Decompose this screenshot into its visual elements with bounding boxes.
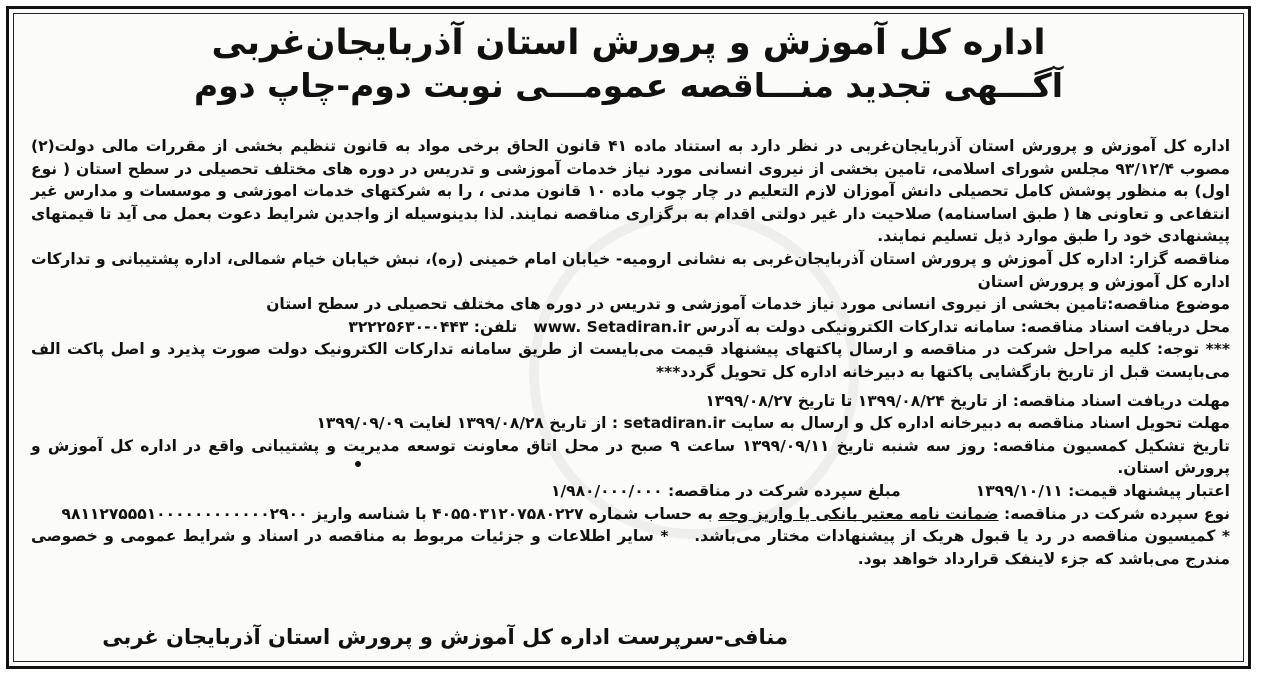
notice-frame	[6, 6, 1251, 669]
ink-dot	[355, 461, 361, 467]
deadline-deliver-dates: : از تاریخ ۱۳۹۹/۰۸/۲۸ لغایت ۱۳۹۹/۰۹/۰۹	[316, 414, 619, 433]
deposit-amount-text: مبلغ سپرده شرکت در مناقصه: ۱/۹۸۰/۰۰۰/۰۰۰	[551, 481, 901, 500]
notice-heading	[15, 21, 1242, 107]
deposit-type-line	[31, 503, 1230, 526]
deposit-type-guarantee: ضمانت نامه معتبر بانکی یا واریز وجه	[718, 504, 999, 523]
note-paragraph: *** توجه: کلیه مراحل شرکت در مناقصه و ارسال پاکتهای پیشنهاد قیمت می‌بایست از طریق سامانه تدارکات الکترونیک دولت صورت پذیرد و اصل پاکت الف می‌بایست قبل از تاریخ بازگشایی پاکتها به دبیرخانه اداره کل تحویل گردد***	[31, 340, 1230, 381]
subject-line: موضوع مناقصه:تامین بخشی از نیروی انسانی مورد نیاز خدمات آموزشی و تدریس در دوره های مختلف تحصیلی در سطح استان	[266, 295, 1230, 314]
commission-line: تاریخ تشکیل کمسیون مناقصه: روز سه شنبه تاریخ ۱۳۹۹/۰۹/۱۱ ساعت ۹ صبح در محل اتاق معاونت توسعه مدیریت و پشتیبانی واقع در اداره کل آموزش و پرورش استان.	[31, 436, 1231, 478]
organization-title: اداره کل آموزش و پرورش استان آذربایجان‌غربی	[211, 23, 1046, 63]
notice-body	[31, 135, 1230, 570]
deadline-deliver-label: مهلت تحویل اسناد مناقصه به دبیرخانه اداره کل و ارسال به سایت	[730, 414, 1230, 433]
deadline-receive-line: مهلت دریافت اسناد مناقصه: از تاریخ ۱۳۹۹/۰۸/۲۴ تا تاریخ ۱۳۹۹/۰۸/۲۷	[705, 391, 1230, 410]
deposit-type-account: به حساب شماره ۴۰۵۵۰۳۱۲۰۷۵۸۰۲۲۷ با شناسه واریز ۹۸۱۱۲۷۵۵۵۱۰۰۰۰۰۰۰۰۰۰۰۰۲۹۰۰	[61, 504, 713, 523]
footer-notes	[31, 525, 1230, 570]
docs-place-line	[31, 316, 1230, 339]
footer-note-commission: * کمیسیون مناقصه در رد یا قبول هریک از پیشنهادات مختار می‌باشد.	[694, 527, 1230, 546]
deadline-deliver-site: setadiran.ir	[623, 414, 726, 433]
signature-line: منافی-سرپرست اداره کل آموزش و پرورش استان آذربایجان غربی	[102, 625, 788, 649]
validity-row	[31, 480, 1230, 503]
intro-paragraph: اداره کل آموزش و پرورش استان آذربایجان‌غربی در نظر دارد به استناد ماده ۴۱ قانون الحاق برخی مواد به قانون تنظیم بخشی از مقررات مالی دولت(۲) مصوب ۹۳/۱۲/۴ مجلس شورای اسلامی، تامین بخشی از نیروی انسانی مورد نیاز خدمات آموزشی و تدریس در دوره های مختلف تحصیلی در سطح استان ( نوع اول) به منظور پوشش کامل تحصیلی دانش آموزان لازم التعلیم در چار چوب ماده ۱۰ قانون مدنی ، را به شرکتهای خدمات اموزشی و موسسات و مدارس غیر انتفاعی و تعاونی ها ( طبق اساسنامه) صلاحیت دار غیر دولتی اقدام به برگزاری مناقصه نمایند. لذا بدینوسیله از واجدین شرایط دعوت بعمل می آید تا قیمتهای پیشنهادی خود را طبق موارد ذیل تسلیم نمایند.	[31, 137, 1231, 246]
deadline-deliver-line	[31, 412, 1230, 435]
validity-text: اعتبار پیشنهاد قیمت: ۱۳۹۹/۱۰/۱۱	[975, 481, 1230, 500]
docs-place-site: www. Setadiran.ir	[533, 317, 691, 336]
footer-note-info: * سایر اطلاعات و جزئیات مربوط به مناقصه در اسناد و شرایط عمومی و خصوصی مندرج می‌باشد که جزء لاینفک قرارداد خواهد بود.	[31, 527, 1230, 568]
docs-place-phone: تلفن: ۰۴۴۳-۳۲۲۲۵۶۳۰	[348, 317, 518, 336]
deposit-type-label: نوع سپرده شرکت در مناقصه:	[1004, 504, 1230, 523]
docs-place-label: محل دریافت اسناد مناقصه: سامانه تدارکات الکترونیکی دولت به آدرس	[696, 317, 1230, 336]
notice-title: آگـــهی تجدید منـــاقصه عمومـــی نوبت دوم-چاپ دوم	[193, 66, 1064, 105]
organizer-line: مناقصه گزار: اداره کل آموزش و پرورش استان آذربایجان‌غربی به نشانی ارومیه- خیابان امام خمینی (ره)، نبش خیابان خیام شمالی، اداره پشتیبانی و تدارکات اداره کل آموزش و پرورش استان	[31, 249, 1230, 291]
